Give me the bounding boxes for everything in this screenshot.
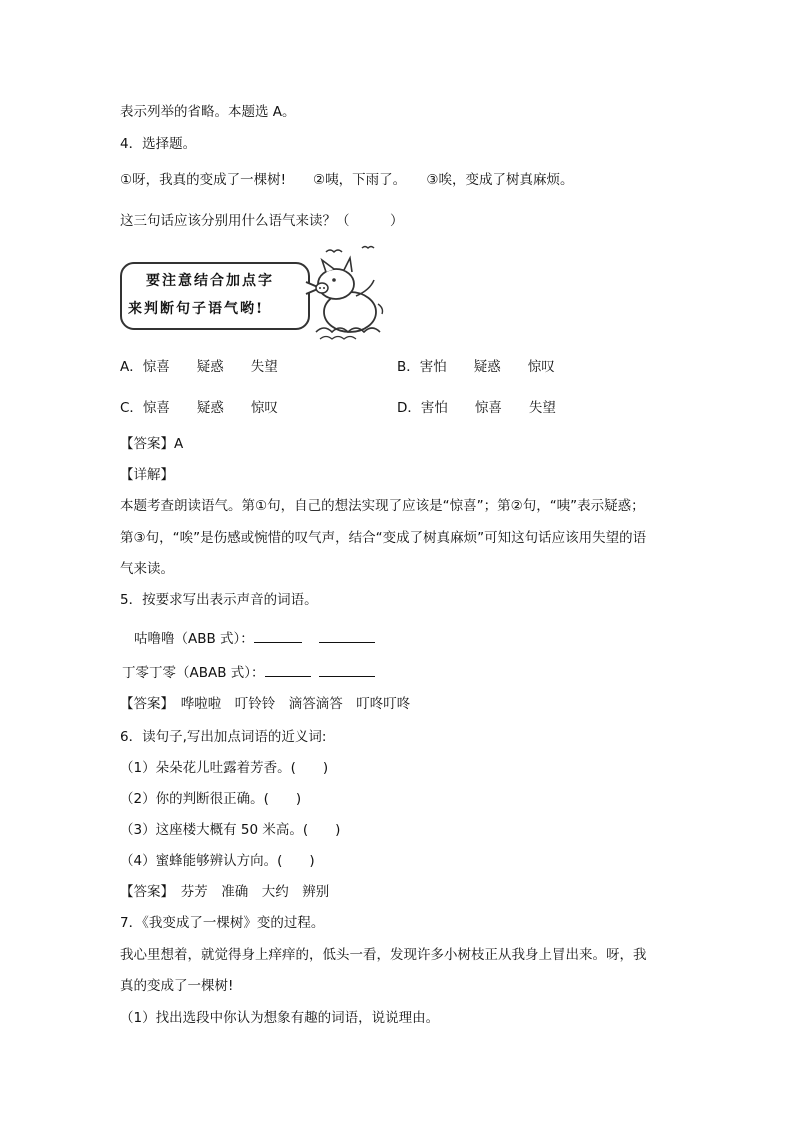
question-7-sub-1: （1）找出选段中你认为想象有趣的词语，说说理由。 [120, 1010, 440, 1026]
option-b: B．害怕 疑惑 惊叹 [397, 359, 555, 375]
question-5-a-label: 咕噜噜（ABB 式）： [134, 631, 254, 647]
answer-blank[interactable] [319, 662, 375, 677]
bubble-line-2: 来判断句子语气哟! [128, 301, 265, 317]
question-4-sentences: ①呀，我真的变成了一棵树! ②咦，下雨了。 ③唉，变成了树真麻烦。 [120, 172, 574, 188]
option-d: D．害怕 惊喜 失望 [397, 400, 556, 416]
answer-6: 【答案】 芬芳 准确 大约 辨别 [120, 884, 330, 900]
question-4-prompt: 这三句话应该分别用什么语气来读？（ ） [120, 213, 404, 229]
option-a: A．惊喜 疑惑 失望 [120, 359, 278, 375]
question-5-b [122, 662, 375, 683]
answer-blank[interactable] [265, 662, 311, 677]
detail-line-2: 第③句，“唉”是伤感或惋惜的叹气声，结合“变成了树真麻烦”可知这句话应该用失望的语 [120, 530, 647, 546]
question-5-b-label: 丁零丁零（ABAB 式）： [122, 665, 265, 681]
question-4-title: 4．选择题。 [120, 136, 197, 152]
bubble-line-1: 要注意结合加点字 [146, 273, 274, 289]
question-6-item-4: （4）蜜蜂能够辨认方向。( ) [120, 853, 315, 869]
text-line: 表示列举的省略。本题选 A。 [120, 104, 296, 120]
answer-blank[interactable] [319, 628, 375, 643]
option-c: C．惊喜 疑惑 惊叹 [120, 400, 278, 416]
detail-line-1: 本题考查朗读语气。第①句，自己的想法实现了应该是“惊喜”；第②句，“咦”表示疑惑； [120, 498, 645, 514]
question-6-item-1: （1）朵朵花儿吐露着芳香。( ) [120, 760, 329, 776]
pig-cartoon-icon [290, 242, 400, 346]
answer-5: 【答案】 哗啦啦 叮铃铃 滴答滴答 叮咚叮咚 [120, 696, 411, 712]
question-6-title: 6．读句子,写出加点词语的近义词: [120, 729, 327, 745]
question-6-item-3: （3）这座楼大概有 50 米高。( ) [120, 822, 341, 838]
question-5-a [134, 628, 375, 649]
answer-blank[interactable] [254, 628, 302, 643]
question-7-passage-line-1: 我心里想着，就觉得身上痒痒的，低头一看，发现许多小树枝正从我身上冒出来。呀，我 [120, 947, 647, 963]
question-7-passage-line-2: 真的变成了一棵树! [120, 978, 234, 994]
answer-4: 【答案】A [120, 436, 184, 452]
question-6-item-2: （2）你的判断很正确。( ) [120, 791, 302, 807]
speech-bubble [120, 262, 310, 330]
detail-line-3: 气来读。 [120, 561, 174, 577]
detail-label: 【详解】 [120, 467, 174, 483]
question-5-title: 5．按要求写出表示声音的词语。 [120, 592, 318, 608]
question-7-title: 7．《我变成了一棵树》变的过程。 [120, 915, 325, 931]
